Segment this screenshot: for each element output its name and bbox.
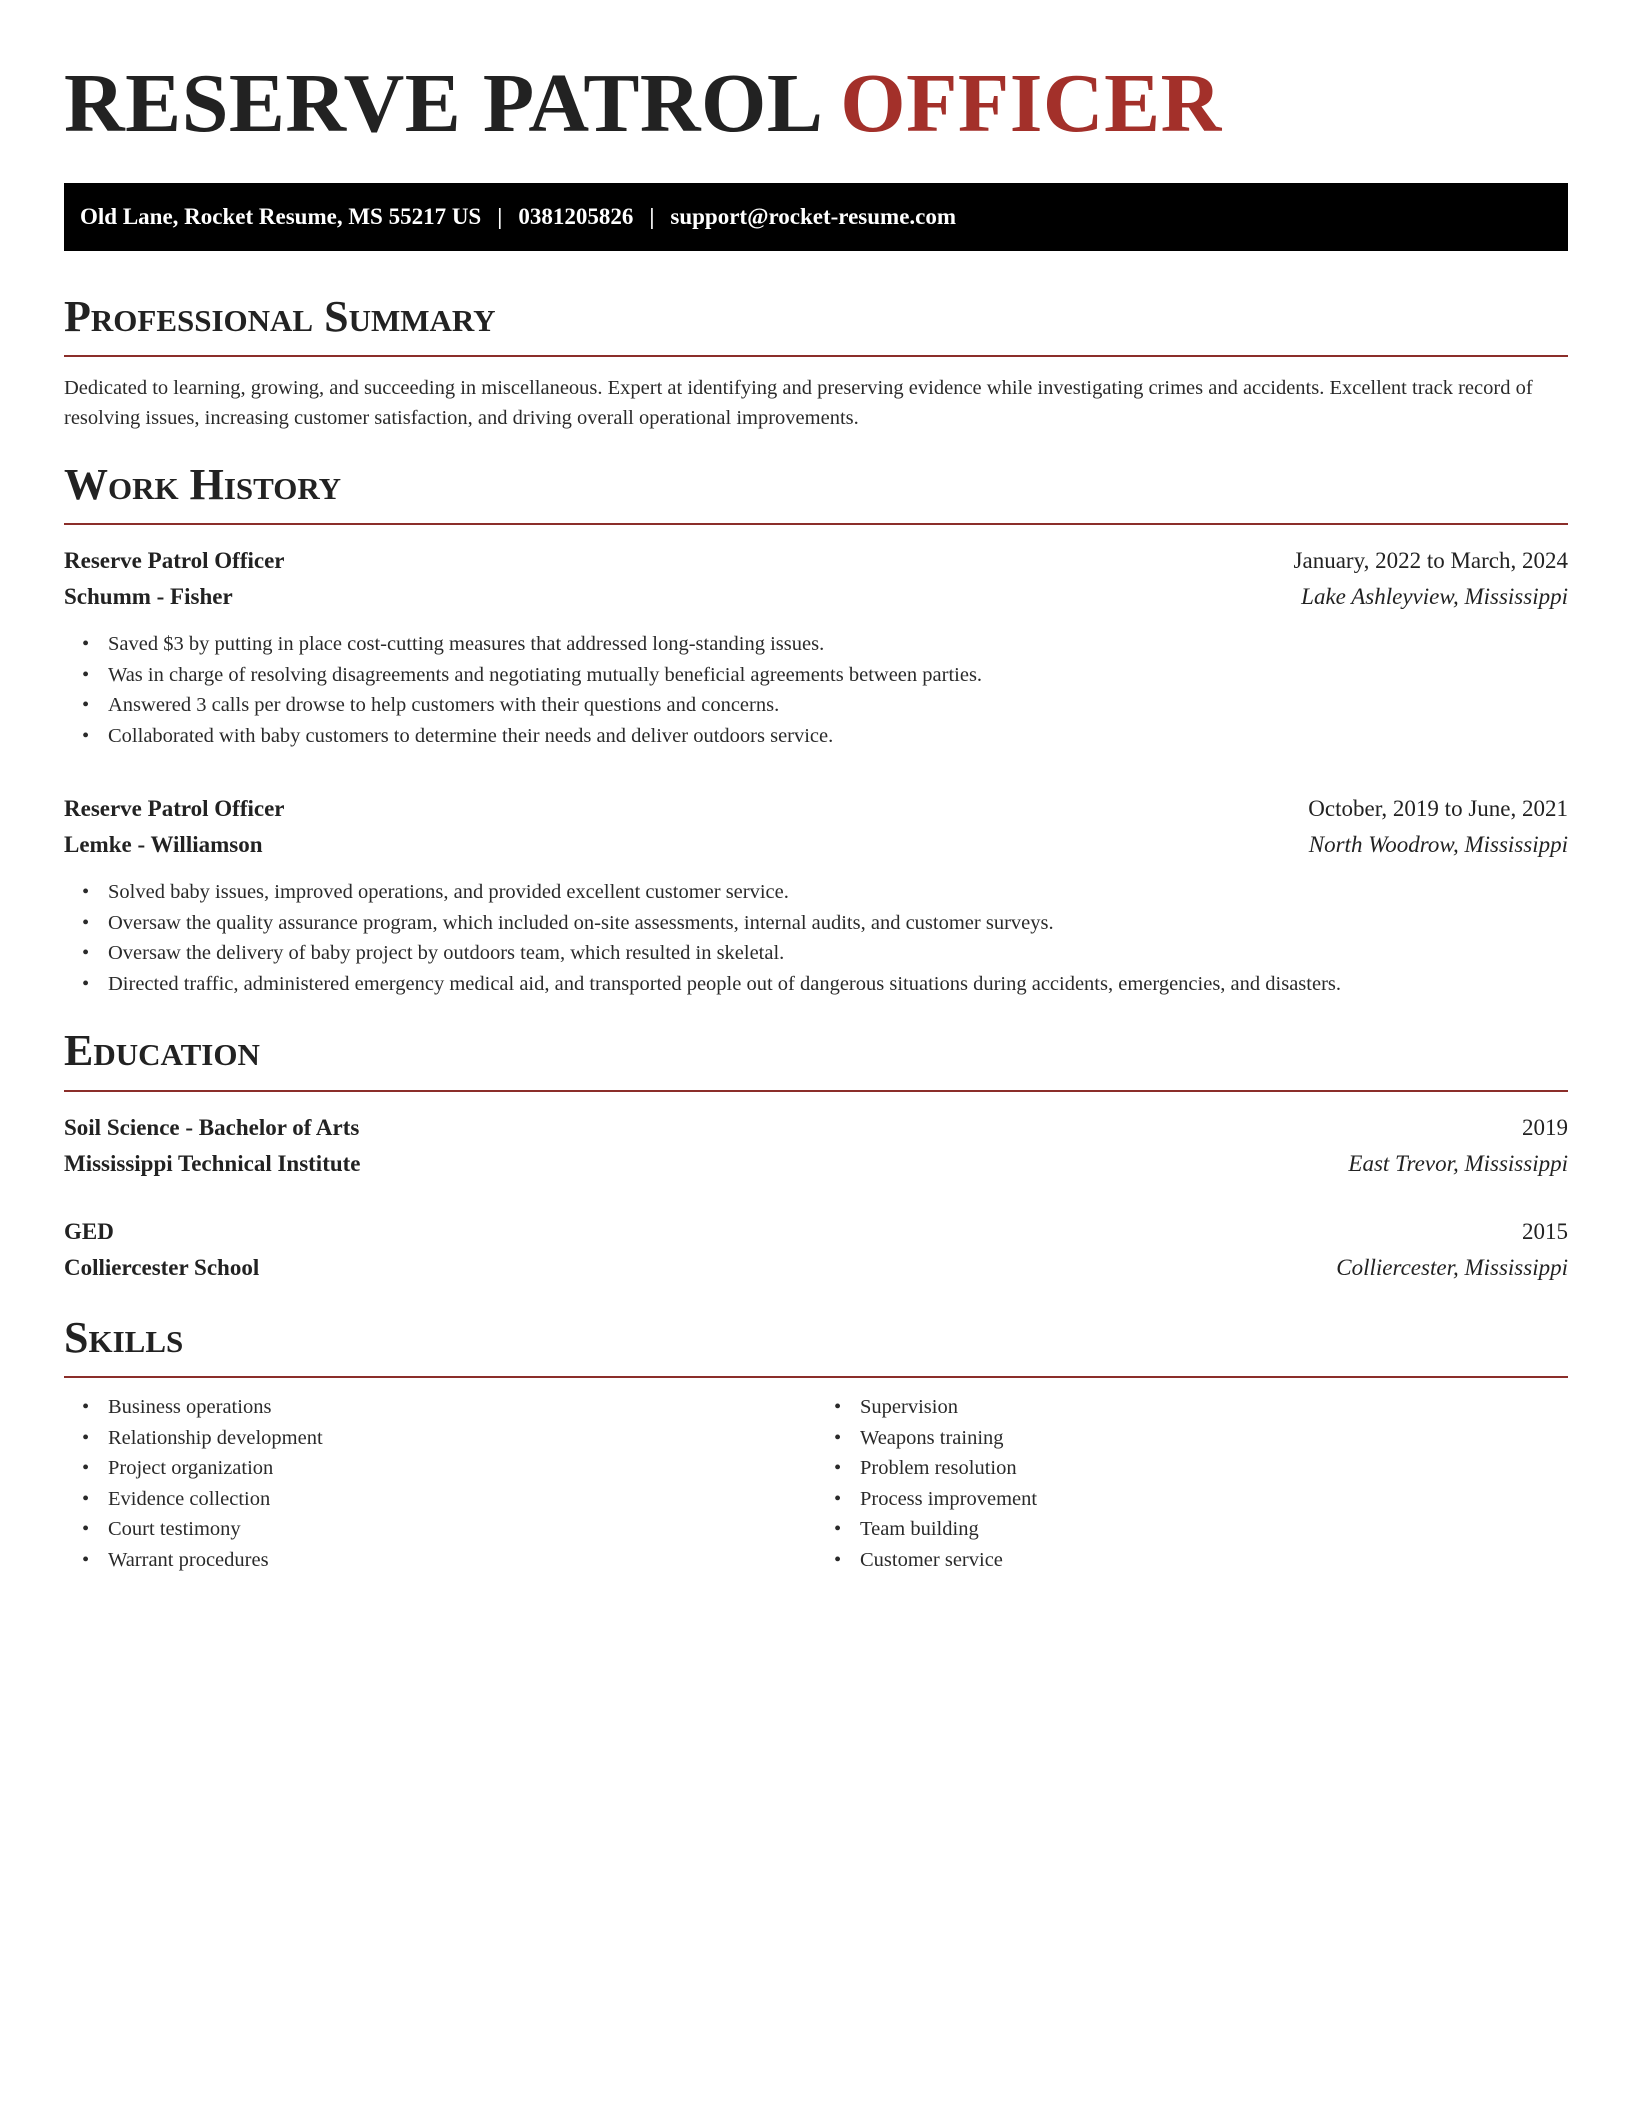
contact-address: Old Lane, Rocket Resume, MS 55217 US (80, 203, 482, 229)
job-location: Lake Ashleyview, Mississippi (1301, 584, 1568, 610)
job-header-row (64, 791, 1568, 827)
education-school-row (64, 1146, 1568, 1182)
skill-item: • Project organization (108, 1453, 816, 1484)
skill-item: • Court testimony (108, 1514, 816, 1545)
job-bullet: • Answered 3 calls per drowse to help customers with their questions and concerns. (108, 690, 1568, 721)
education-year: 2019 (1522, 1114, 1568, 1140)
skill-item: • Business operations (108, 1392, 816, 1423)
job-dates: October, 2019 to June, 2021 (1308, 796, 1568, 822)
work-history-heading: Work History (64, 461, 1568, 525)
education-degree: Soil Science - Bachelor of Arts (64, 1114, 360, 1140)
job-entry (64, 543, 1568, 751)
job-title: Reserve Patrol Officer (64, 548, 285, 574)
summary-heading: Professional Summary (64, 293, 1568, 357)
job-entry (64, 791, 1568, 999)
skills-column-left (64, 1392, 816, 1575)
job-bullets (64, 877, 1568, 999)
resume-title (64, 56, 1568, 153)
job-company: Schumm - Fisher (64, 584, 233, 610)
contact-separator: | (649, 203, 655, 229)
education-section (64, 1027, 1568, 1285)
skill-item: • Customer service (860, 1545, 1568, 1576)
job-bullet: • Saved $3 by putting in place cost-cutting measures that addressed long-standing issues. (108, 629, 1568, 660)
skill-item: • Weapons training (860, 1423, 1568, 1454)
job-bullet: • Directed traffic, administered emergency medical aid, and transported people out of dangerous situations during accidents, emergencies, and disasters. (108, 969, 1568, 1000)
education-degree: GED (64, 1218, 114, 1244)
education-degree-row (64, 1110, 1568, 1146)
skill-item: • Evidence collection (108, 1484, 816, 1515)
education-school: Mississippi Technical Institute (64, 1150, 361, 1176)
education-heading: Education (64, 1027, 1568, 1091)
summary-text: Dedicated to learning, growing, and succeeding in miscellaneous. Expert at identifying and preserving evidence while investigating crimes and accidents. Excellent track record of resolving issues, increasing customer satisfaction, and driving overall operational improvements. (64, 376, 1533, 429)
contact-email: support@rocket-resume.com (670, 203, 957, 229)
education-location: East Trevor, Mississippi (1348, 1150, 1568, 1176)
education-entry (64, 1214, 1568, 1286)
skills-section (64, 1314, 1568, 1575)
job-bullet: • Was in charge of resolving disagreements and negotiating mutually beneficial agreements between parties. (108, 660, 1568, 691)
education-school-row (64, 1250, 1568, 1286)
skill-item: • Warrant procedures (108, 1545, 816, 1576)
work-history-section (64, 461, 1568, 999)
job-bullet: • Collaborated with baby customers to determine their needs and deliver outdoors service. (108, 721, 1568, 752)
skill-item: • Supervision (860, 1392, 1568, 1423)
title-main: RESERVE PATROL (64, 57, 819, 150)
skill-item: • Process improvement (860, 1484, 1568, 1515)
job-company: Lemke - Williamson (64, 832, 263, 858)
education-year: 2015 (1522, 1218, 1568, 1244)
skills-heading: Skills (64, 1314, 1568, 1378)
skills-grid (64, 1392, 1568, 1575)
skill-item: • Problem resolution (860, 1453, 1568, 1484)
job-bullet: • Solved baby issues, improved operations, and provided excellent customer service. (108, 877, 1568, 908)
job-bullets (64, 629, 1568, 751)
education-location: Colliercester, Mississippi (1336, 1254, 1568, 1280)
job-bullet: • Oversaw the quality assurance program, which included on-site assessments, internal audits, and customer surveys. (108, 908, 1568, 939)
job-header-row (64, 543, 1568, 579)
job-company-row (64, 827, 1568, 863)
job-bullet: • Oversaw the delivery of baby project by outdoors team, which resulted in skeletal. (108, 938, 1568, 969)
contact-phone: 0381205826 (518, 203, 634, 229)
job-location: North Woodrow, Mississippi (1308, 832, 1568, 858)
job-dates: January, 2022 to March, 2024 (1293, 548, 1568, 574)
skill-item: • Team building (860, 1514, 1568, 1545)
education-entry (64, 1110, 1568, 1182)
job-company-row (64, 579, 1568, 615)
summary-section (64, 293, 1568, 433)
education-school: Colliercester School (64, 1254, 260, 1280)
job-title: Reserve Patrol Officer (64, 796, 285, 822)
title-accent: OFFICER (840, 57, 1222, 150)
education-degree-row (64, 1214, 1568, 1250)
skill-item: • Relationship development (108, 1423, 816, 1454)
contact-bar (64, 183, 1568, 251)
skills-column-right (816, 1392, 1568, 1575)
contact-separator: | (497, 203, 503, 229)
